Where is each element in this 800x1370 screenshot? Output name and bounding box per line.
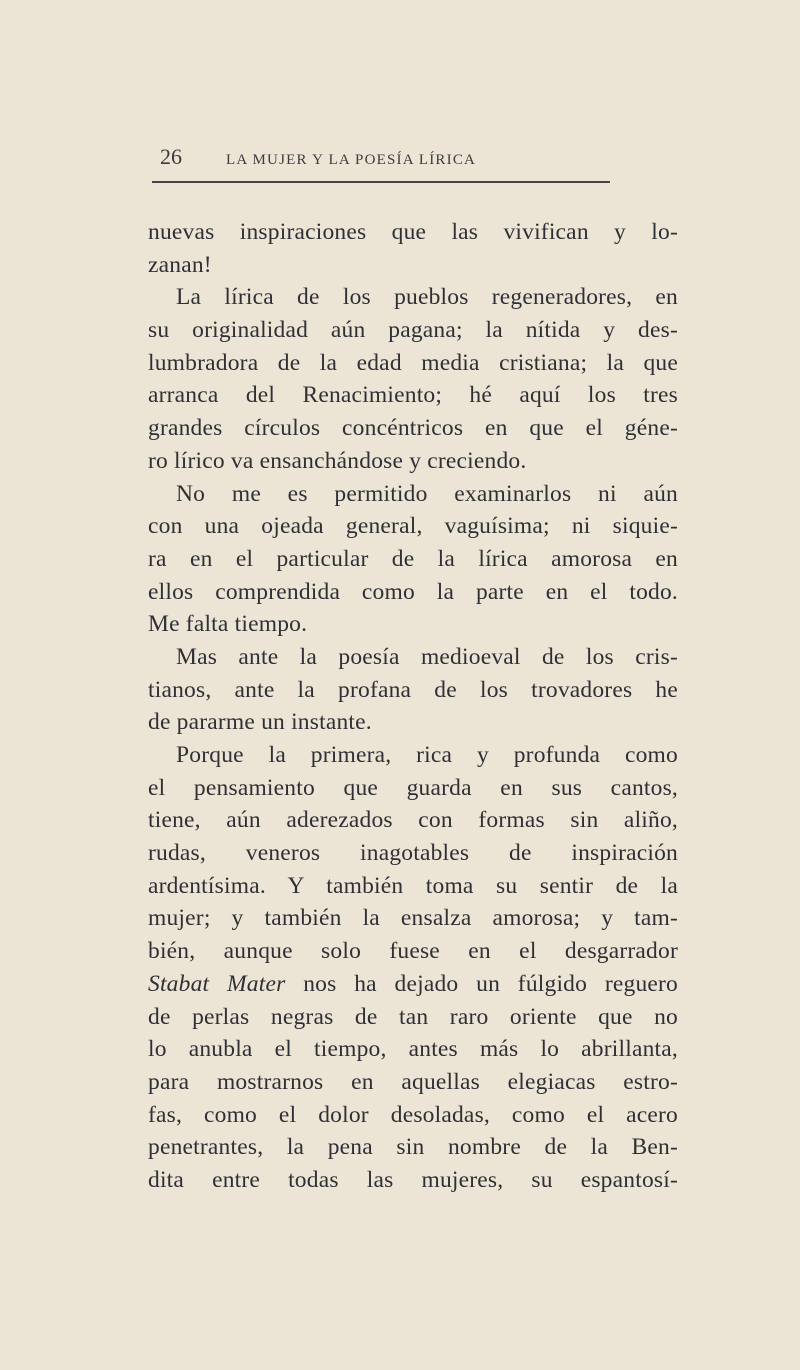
text-line: con una ojeada general, vaguísima; ni siquie- — [148, 513, 678, 540]
text-line: su originalidad aún pagana; la nítida y des- — [148, 317, 678, 344]
body-text — [148, 216, 678, 1197]
text-line: tiene, aún aderezados con formas sin aliño, — [148, 807, 678, 834]
text-line: bién, aunque solo fuese en el desgarrador — [148, 938, 678, 965]
text-line: ardentísima. Y también toma su sentir de la — [148, 872, 678, 899]
text-line: de pararme un instante. — [148, 709, 372, 736]
text-line: zanan! — [148, 251, 212, 278]
text-line: para mostrarnos en aquellas elegiacas estro- — [148, 1068, 678, 1095]
text-line: fas, como el dolor desoladas, como el acero — [148, 1101, 678, 1128]
text-line: lumbradora de la edad media cristiana; la que — [148, 349, 678, 376]
text-line: Me falta tiempo. — [148, 611, 308, 638]
text-line: penetrantes, la pena sin nombre de la Ben- — [148, 1134, 678, 1161]
text-line: ra en el particular de la lírica amorosa en — [148, 545, 678, 572]
text-line: grandes círculos concéntricos en que el géne- — [148, 415, 678, 442]
text-line: ro lírico va ensanchándose y creciendo. — [148, 447, 527, 474]
text-line-with-title — [148, 968, 678, 1001]
text-line: mujer; y también la ensalza amorosa; y tam- — [148, 905, 678, 932]
page-number: 26 — [160, 144, 182, 169]
text-line: Mas ante la poesía medioeval de los cris- — [176, 643, 678, 670]
running-header — [160, 144, 610, 170]
text-line: de perlas negras de tan raro oriente que no — [148, 1003, 678, 1030]
text-line: nuevas inspiraciones que las vivifican y lo- — [148, 219, 678, 245]
text-line: Porque la primera, rica y profunda como — [176, 742, 678, 768]
text-line: arranca del Renacimiento; hé aquí los tres — [148, 382, 678, 409]
text-line: No me es permitido examinarlos ni aún — [176, 480, 678, 507]
text-line: rudas, veneros inagotables de inspiración — [148, 840, 678, 867]
italic-title: Stabat Mater — [148, 970, 286, 997]
text-line-rest: nos ha dejado un fúlgido reguero — [285, 970, 678, 997]
text-line: La lírica de los pueblos regeneradores, en — [176, 284, 678, 311]
running-head: LA MUJER Y LA POESÍA LÍRICA — [226, 152, 477, 168]
text-line: el pensamiento que guarda en sus cantos, — [148, 774, 678, 801]
text-line: lo anubla el tiempo, antes más lo abrillanta, — [148, 1036, 678, 1063]
text-line: ellos comprendida como la parte en el todo. — [148, 578, 678, 605]
text-line: tianos, ante la profana de los trovadores he — [148, 676, 678, 703]
text-line: dita entre todas las mujeres, su espantosí- — [148, 1166, 678, 1193]
header-rule — [152, 181, 610, 183]
